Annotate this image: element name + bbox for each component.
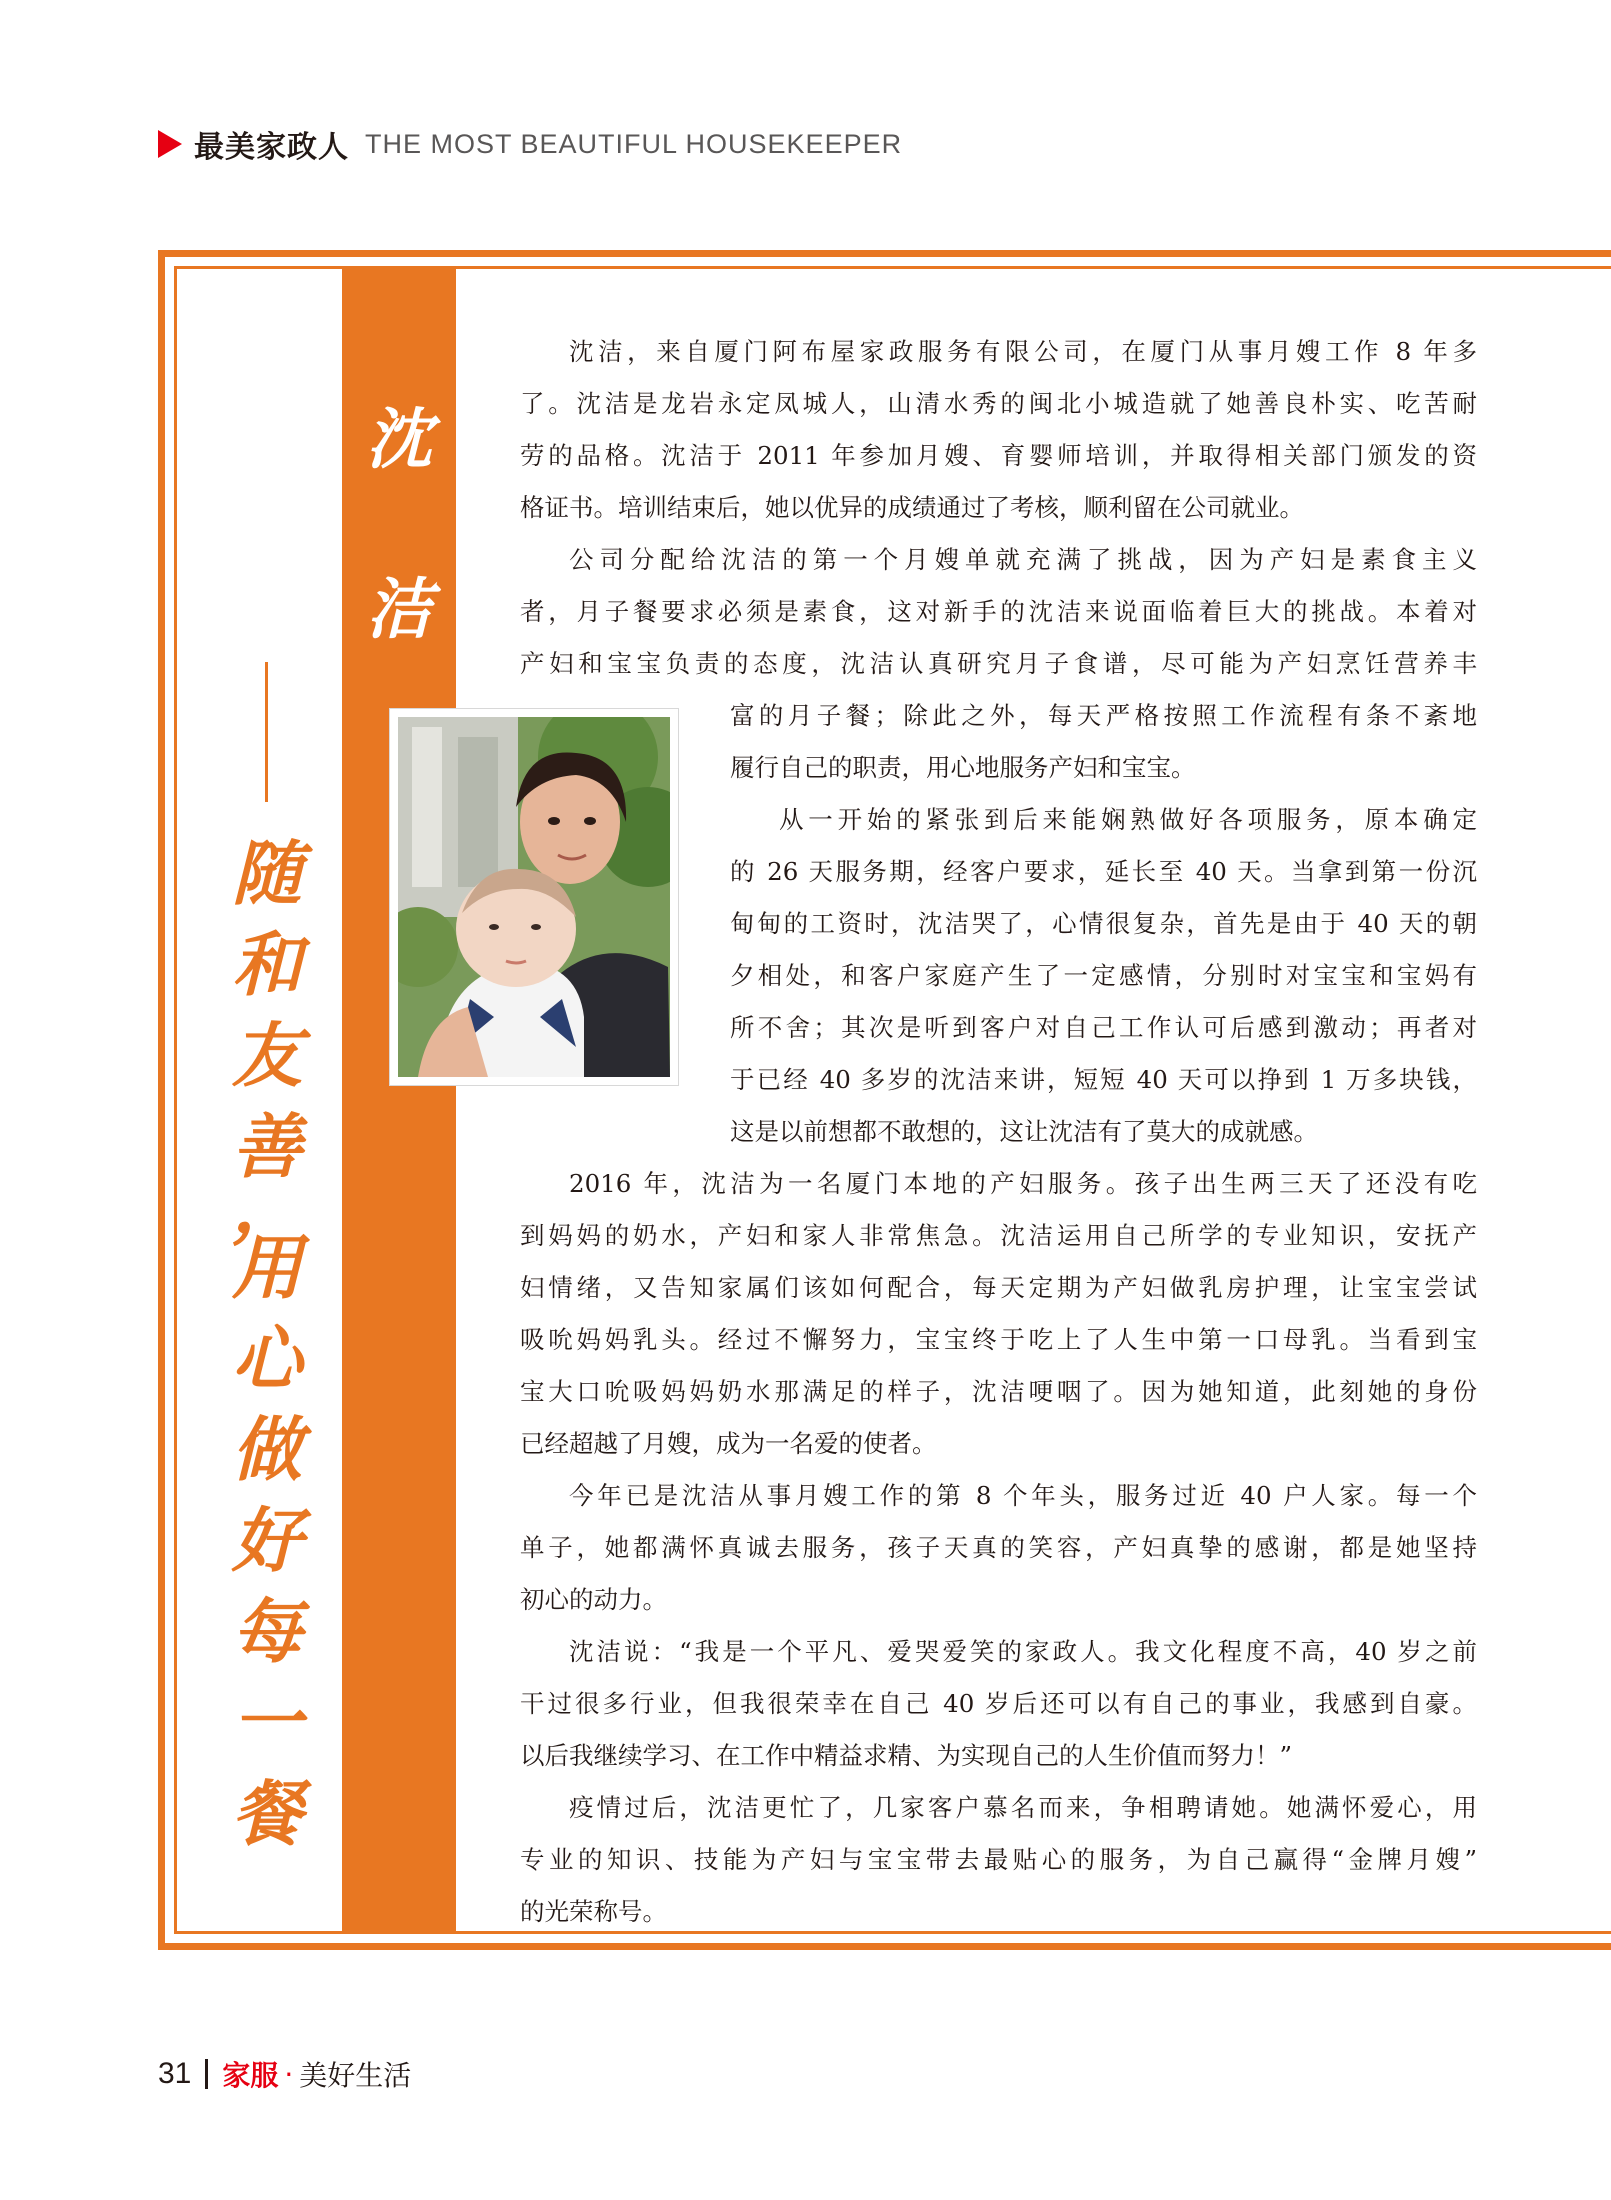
text-line: 从一开始的紧张到后来能娴熟做好各项服务，原本确定 <box>779 805 1477 834</box>
profile-photo <box>390 709 678 1085</box>
section-header <box>158 124 902 164</box>
text-line: 专业的知识、技能为产妇与宝宝带去最贴心的服务，为自己赢得“金牌月嫂” <box>520 1845 1477 1874</box>
slogan-char: 好 <box>232 1499 302 1582</box>
slogan-char: 心 <box>232 1317 302 1400</box>
text-line: 了。沈洁是龙岩永定凤城人，山清水秀的闽北小城造就了她善良朴实、吃苦耐 <box>520 389 1477 418</box>
text-line: 沈洁说：“我是一个平凡、爱哭爱笑的家政人。我文化程度不高，40 岁之前 <box>569 1637 1477 1666</box>
text-line: 于已经 40 多岁的沈洁来讲，短短 40 天可以挣到 1 万多块钱， <box>730 1065 1477 1094</box>
slogan-char: 餐 <box>232 1772 302 1855</box>
text-line: 到妈妈的奶水，产妇和家人非常焦急。沈洁运用自己所学的专业知识，安抚产 <box>520 1221 1477 1250</box>
text-line: 今年已是沈洁从事月嫂工作的第 8 个年头，服务过近 40 户人家。每一个 <box>569 1481 1477 1510</box>
text-line: 富的月子餐；除此之外，每天严格按照工作流程有条不紊地 <box>730 701 1477 730</box>
text-line: 的 26 天服务期，经客户要求，延长至 40 天。当拿到第一份沉 <box>730 857 1477 886</box>
text-line: 以后我继续学习、在工作中精益求精、为实现自己的人生价值而努力！” <box>520 1741 1293 1770</box>
article-paragraph-7 <box>520 1782 1477 1938</box>
text-line: 2016 年，沈洁为一名厦门本地的产妇服务。孩子出生两三天了还没有吃 <box>569 1169 1477 1198</box>
mother-baby-photo <box>398 717 670 1077</box>
text-line: 产妇和宝宝负责的态度，沈洁认真研究月子食谱，尽可能为产妇烹饪营养丰 <box>520 649 1477 678</box>
slogan-char: 友 <box>232 1014 302 1097</box>
text-line: 这是以前想都不敢想的，这让沈洁有了莫大的成就感。 <box>730 1117 1318 1146</box>
text-line: 已经超越了月嫂，成为一名爱的使者。 <box>520 1429 937 1458</box>
section-title-cn: 最美家政人 <box>194 130 349 165</box>
text-line: 沈洁，来自厦门阿布屋家政服务有限公司，在厦门从事月嫂工作 8 年多 <box>569 337 1477 366</box>
text-line: 履行自己的职责，用心地服务产妇和宝宝。 <box>730 753 1196 782</box>
page-footer <box>158 2056 411 2092</box>
text-line: 甸甸的工资时，沈洁哭了，心情很复杂，首先是由于 40 天的朝 <box>730 909 1477 938</box>
article-paragraph-2 <box>520 534 1477 690</box>
slogan-char: 和 <box>232 923 302 1006</box>
slogan-char: 善 <box>232 1105 302 1188</box>
name-strip <box>342 269 456 1931</box>
article-paragraph-4 <box>520 1158 1477 1470</box>
text-line: 干过很多行业，但我很荣幸在自己 40 岁后还可以有自己的事业，我感到自豪。 <box>520 1689 1477 1718</box>
article-paragraph-6 <box>520 1626 1477 1782</box>
slogan-char: 随 <box>232 832 302 915</box>
slogan-char: 一 <box>232 1681 302 1764</box>
profile-name-char-2: 洁 <box>366 570 432 648</box>
slogan-char: 每 <box>232 1590 302 1673</box>
text-line: 疫情过后，沈洁更忙了，几家客户慕名而来，争相聘请她。她满怀爱心，用 <box>569 1793 1477 1822</box>
text-line: 妇情绪，又告知家属们该如何配合，每天定期为产妇做乳房护理，让宝宝尝试 <box>520 1273 1477 1302</box>
page-number: 31 <box>158 2057 192 2090</box>
article-paragraph-5 <box>520 1470 1477 1626</box>
text-line: 劳的品格。沈洁于 2011 年参加月嫂、育婴师培训，并取得相关部门颁发的资 <box>520 441 1477 470</box>
text-line: 者，月子餐要求必须是素食，这对新手的沈洁来说面临着巨大的挑战。本着对 <box>520 597 1477 626</box>
text-line: 初心的动力。 <box>520 1585 667 1614</box>
text-line: 的光荣称号。 <box>520 1897 667 1926</box>
text-line: 夕相处，和客户家庭产生了一定感情，分别时对宝宝和宝妈有 <box>730 961 1477 990</box>
magazine-subtitle: 美好生活 <box>299 2059 412 2092</box>
text-line: 所不舍；其次是听到客户对自己工作认可后感到激动；再者对 <box>730 1013 1477 1042</box>
profile-name-char-1: 沈 <box>366 400 432 478</box>
article-paragraph-3 <box>730 794 1477 1158</box>
text-line: 宝大口吮吸妈妈奶水那满足的样子，沈洁哽咽了。因为她知道，此刻她的身份 <box>520 1377 1477 1406</box>
slogan-dash-line <box>265 662 268 802</box>
slogan-char: 做 <box>232 1408 302 1491</box>
profile-slogan <box>218 828 316 1859</box>
magazine-name: 家服 <box>222 2059 279 2092</box>
slogan-char: 用 <box>232 1226 302 1309</box>
slogan-char: ， <box>232 1165 302 1248</box>
article-paragraph-2-cont <box>730 690 1477 794</box>
text-line: 公司分配给沈洁的第一个月嫂单就充满了挑战，因为产妇是素食主义 <box>569 545 1477 574</box>
triangle-marker-icon <box>158 130 182 158</box>
text-line: 单子，她都满怀真诚去服务，孩子天真的笑容，产妇真挚的感谢，都是她坚持 <box>520 1533 1477 1562</box>
article-paragraph-1 <box>520 326 1477 534</box>
text-line: 格证书。培训结束后，她以优异的成绩通过了考核，顺利留在公司就业。 <box>520 493 1304 522</box>
text-line: 吸吮妈妈乳头。经过不懈努力，宝宝终于吃上了人生中第一口母乳。当看到宝 <box>520 1325 1477 1354</box>
footer-divider <box>205 2059 208 2089</box>
footer-dot: · <box>284 2057 294 2091</box>
section-title-en: THE MOST BEAUTIFUL HOUSEKEEPER <box>365 128 903 159</box>
